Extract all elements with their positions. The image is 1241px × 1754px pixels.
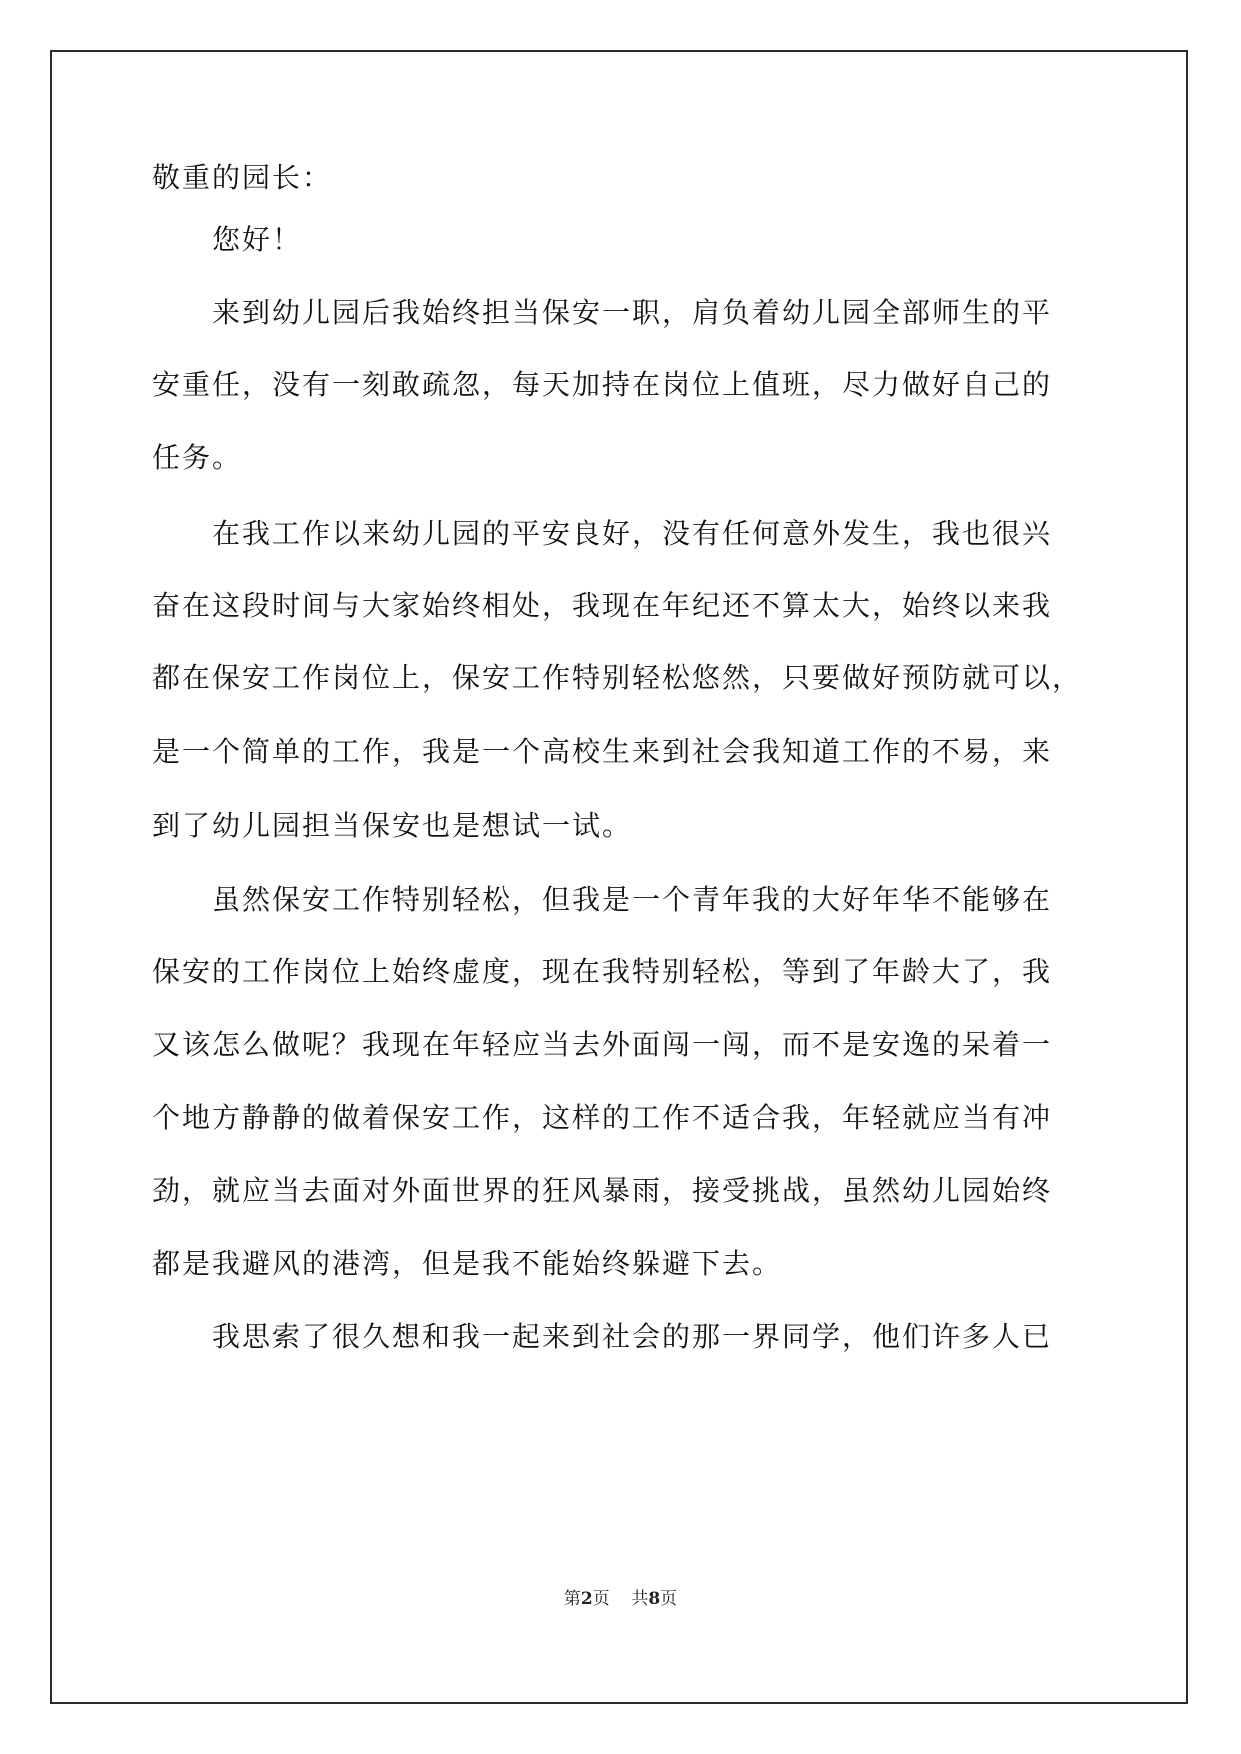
text-line: 我思索了很久想和我一起来到社会的那一界同学，他们许多人已 [152,1320,1053,1353]
text-line: 来到幼儿园后我始终担当保安一职，肩负着幼儿园全部师生的平 [152,296,1053,329]
text-line: 敬重的园长： [152,161,333,194]
page-suffix: 页 [592,1589,610,1609]
page-number: 2 [580,1589,593,1609]
text-line: 奋在这段时间与大家始终相处，我现在年纪还不算太大，始终以来我 [152,589,1053,622]
text-line: 劲，就应当去面对外面世界的狂风暴雨，接受挑战，虽然幼儿园始终 [152,1174,1053,1207]
text-line: 保安的工作岗位上始终虚度，现在我特别轻松，等到了年龄大了，我 [152,955,1053,988]
text-line: 虽然保安工作特别轻松，但我是一个青年我的大好年华不能够在 [152,883,1053,916]
text-line: 都是我避风的港湾，但是我不能始终躲避下去。 [152,1247,783,1280]
text-line: 您好！ [152,223,303,256]
page-prefix: 第 [563,1589,581,1609]
text-line: 个地方静静的做着保安工作，这样的工作不适合我，年轻就应当有冲 [152,1101,1053,1134]
text-line: 到了幼儿园担当保安也是想试一试。 [152,809,633,842]
text-line: 安重任，没有一刻敢疏忽，每天加持在岗位上值班，尽力做好自己的 [152,368,1053,401]
text-line: 又该怎么做呢？我现在年轻应当去外面闯一闯，而不是安逸的呆着一 [152,1028,1053,1061]
total-prefix: 共 [631,1589,649,1609]
text-line: 是一个简单的工作，我是一个高校生来到社会我知道工作的不易，来 [152,735,1053,768]
text-line: 任务。 [152,441,243,474]
text-line: 在我工作以来幼儿园的平安良好，没有任何意外发生，我也很兴 [152,517,1053,550]
total-suffix: 页 [660,1589,678,1609]
page-footer [0,1584,1241,1609]
total-pages: 8 [648,1589,661,1609]
text-line: 都在保安工作岗位上，保安工作特别轻松悠然，只要做好预防就可以， [152,661,1083,694]
